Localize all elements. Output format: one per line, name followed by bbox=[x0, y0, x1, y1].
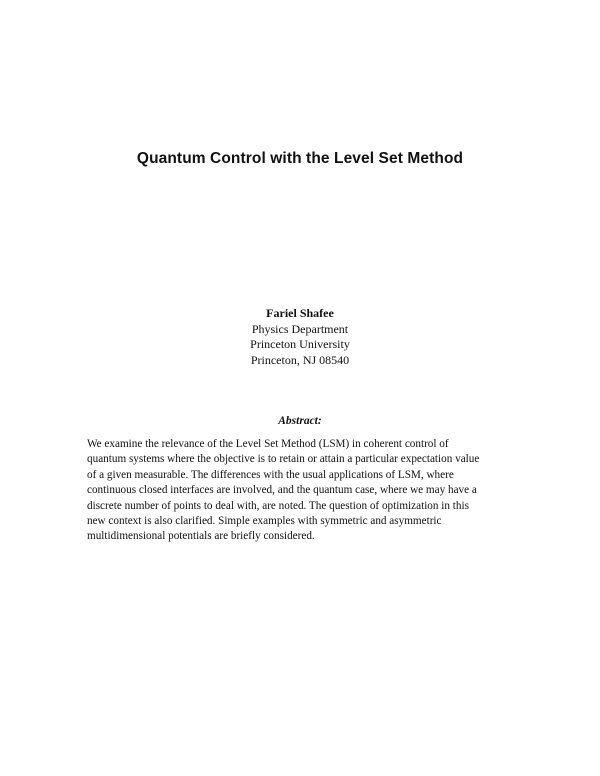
abstract-line: of a given measurable. The differences with the usual applications of LSM, where bbox=[87, 468, 454, 481]
abstract-line: quantum systems where the objective is to retain or attain a particular expectation value bbox=[87, 453, 480, 466]
abstract-line: We examine the relevance of the Level Set Method (LSM) in coherent control of bbox=[87, 438, 449, 450]
paper-title: Quantum Control with the Level Set Method bbox=[136, 150, 464, 167]
abstract-line: discrete number of points to deal with, are noted. The question of optimization in this bbox=[87, 499, 469, 512]
affiliation-line: Princeton University bbox=[250, 337, 350, 351]
abstract-body bbox=[87, 437, 517, 545]
author-block bbox=[0, 306, 600, 368]
affiliation-line: Princeton, NJ 08540 bbox=[250, 352, 350, 367]
abstract-line: continuous closed interfaces are involved, and the quantum case, where we may have a bbox=[87, 484, 477, 497]
author-name: Fariel Shafee bbox=[266, 306, 334, 320]
abstract-heading: Abstract: bbox=[278, 415, 322, 427]
abstract-line: multidimensional potentials are briefly considered. bbox=[87, 530, 315, 543]
abstract-line: new context is also clarified. Simple examples with symmetric and asymmetric bbox=[87, 515, 442, 528]
affiliation-line: Physics Department bbox=[251, 321, 349, 336]
